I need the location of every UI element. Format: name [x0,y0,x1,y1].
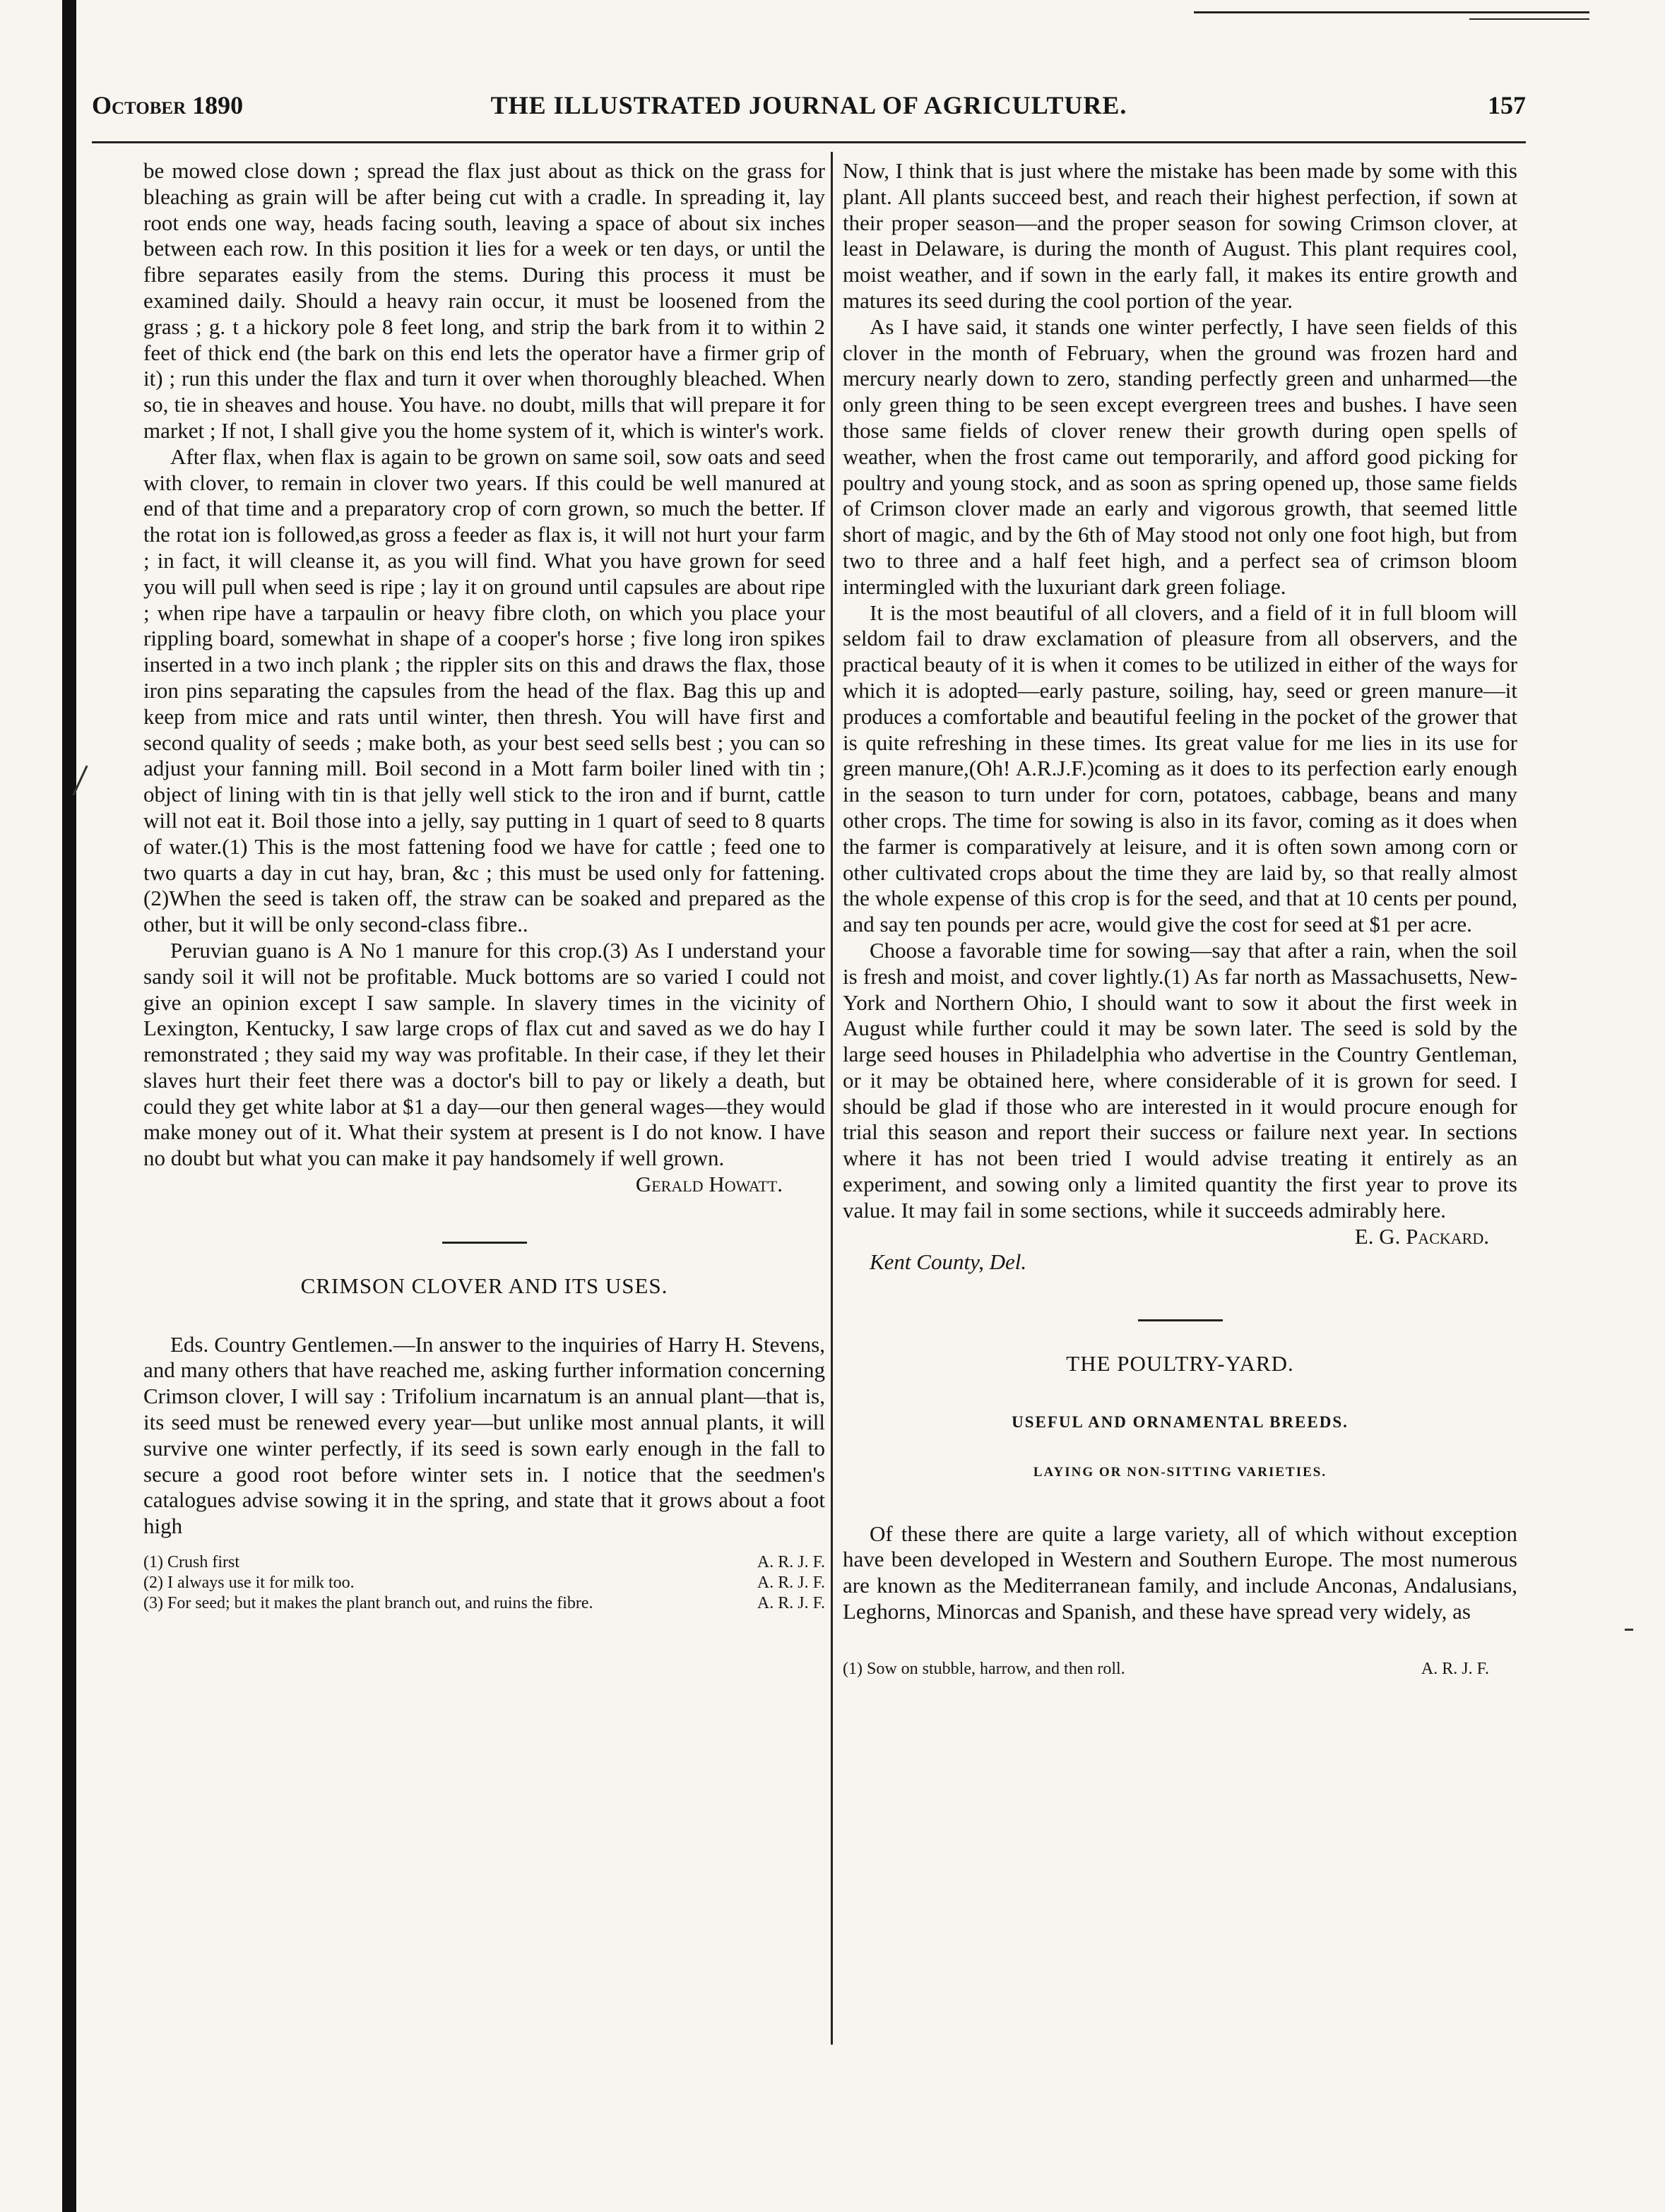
paragraph: Eds. Country Gentlemen.—In answer to the inquiries of Harry H. Stevens, and many others that have reached me, asking further information concerning Crimson clover, I will say : Trifolium incarnatum is an annual plant—that is, its seed must be renewed every year—but unlike most annual plants, it will survive one winter perfectly, if its seed is sown early enough in the fall to secure a good root before winter sets in. I notice that the seedmen's catalogues advise sowing it in the spring, and state that it grows about a foot high [143,1331,825,1539]
section-subtitle: USEFUL AND ORNAMENTAL BREEDS. [1012,1413,1349,1432]
paragraph: Choose a favorable time for sowing—say that after a rain, when the soil is fresh and moist, and cover lightly.(1) As far north as Massachusetts, New-York and Northern Ohio, I should want to sow it about the first week in August while further could it may be sown later. The seed is sold by the large seed houses in Philadelphia who advertise in the Country Gentleman, or it may be obtained here, where considerable of it is grown for seed. I should be glad if those who are interested in it would procure enough for trial this season and report their success or failure next year. In sections where it has not been tried I would advise treating it entirely as an experiment, and sowing only a limited quantity the first year to prove its value. It may fail in some sections, while it succeeds admirably here. [843,937,1517,1223]
right-column [843,158,1517,1682]
author-signature: E. G. Packard. [1354,1223,1489,1249]
page-number: 157 [1488,91,1526,119]
paragraph: Peruvian guano is A No 1 manure for this crop.(3) As I understand your sandy soil it will not be profitable. Muck bottoms are so varied I could not give an opinion except I saw sample. In slavery times in the vicinity of Lexington, Kentucky, I saw large crops of flax cut and saved as we do hay I remonstrated ; they said my way was profitable. In their case, if they let their slaves hurt their feet there was a doctor's bill to pay or likely a death, but could they get white labor at $1 a day—our then general wages—they would make money out of it. What their system at present is I do not know. I have no doubt but what you can make it pay handsomely if well grown. [143,937,825,1171]
footnote-text: (2) I always use it for milk too. [143,1574,355,1593]
paragraph: be mowed close down ; spread the flax just about as thick on the grass for bleaching as grain will be after being cut with a cradle. In spreading it, lay root ends one way, heads facing south, leaving a space of about six inches between each row. In this position it lies for a week or ten days, or until the fibre separates easily from the stems. During this process it must be examined daily. Should a heavy rain occur, it must be loosened from the grass ; g. t a hickory pole 8 feet long, and strip the bark from it to within 2 feet of thick end (the bark on this end lets the operator have a firmer grip of it) ; run this under the flax and turn it over when thoroughly bleached. When so, tie in sheaves and house. You have. no doubt, mills that will prepare it for market ; If not, I shall give you the home system of it, which is winter's work. [143,158,825,443]
section-rule [442,1242,527,1244]
footnote [143,1593,825,1614]
stray-mark [1625,1629,1633,1631]
left-column [143,158,825,1614]
footnote [143,1552,825,1573]
section-title: THE POULTRY-YARD. [1066,1351,1294,1376]
section-subsubtitle: LAYING OR NON-SITTING VARIETIES. [1033,1464,1327,1480]
footnote-text: (1) Sow on stubble, harrow, and then roll. [843,1659,1125,1678]
section-rule [1138,1319,1223,1321]
footnote-text: (1) Crush first [143,1553,239,1572]
footnote-initials: A. R. J. F. [757,1574,825,1593]
paragraph: It is the most beautiful of all clovers, and a field of it in full bloom will seldom fail to draw exclamation of pleasure from all observers, and the practical beauty of it is when it comes to be utilized in either of the ways for which it is adopted—early pasture, soiling, hay, seed or green manure—it produces a comfortable and beautiful feeling in the pocket of the grower that is quite refreshing in these times. Its great value for me lies in its use for green manure,(Oh! A.R.J.F.)coming as it does to its perfection early enough in the season to turn under for corn, potatoes, cabbage, beans and many other crops. The time for sowing is also in its favor, coming as it does when the farmer is comparatively at leisure, and it is often sown among corn or other cultivated crops about the time they are laid by, so that really almost the whole expense of this crop is for the seed, and that at 10 cents per pound, and say ten pounds per acre, would give the cost for seed at $1 per acre. [843,600,1517,937]
footnote [143,1573,825,1593]
dateline-place: Kent County, Del. [870,1249,1027,1275]
scan-binding-edge [62,0,76,2212]
top-rule-short [1469,18,1589,20]
paragraph: Now, I think that is just where the mistake has been made by some with this plant. All plants succeed best, and reach their highest perfection, if sown at their proper season—and the proper season for sowing Crimson clover, at least in Delaware, is during the month of August. This plant requires cool, moist weather, and if sown in the early fall, it makes its entire growth and matures its seed during the cool portion of the year. [843,158,1517,313]
footnote-initials: A. R. J. F. [1421,1659,1489,1678]
paragraph: As I have said, it stands one winter perfectly, I have seen fields of this clover in the month of February, when the ground was frozen hard and mercury nearly down to zero, standing perfectly green and unharmed—the only green thing to be seen except evergreen trees and bushes. I have seen those same fields of clover renew their growth during open spells of weather, when the frost came out temporarily, and afford good picking for poultry and young stock, and as soon as spring opened up, those same fields of Crimson clover made an early and vigorous growth, that seemed little short of magic, and by the 6th of May stood not only one foot high, but from two to three and a half feet high, and a perfect sea of crimson bloom intermingled with the luxuriant dark green foliage. [843,314,1517,599]
footnote-initials: A. R. J. F. [757,1553,825,1572]
footnote-text: (3) For seed; but it makes the plant branch out, and ruins the fibre. [143,1594,593,1613]
section-title: CRIMSON CLOVER AND ITS USES. [300,1273,668,1298]
issue-date: October 1890 [92,91,244,119]
page-header [92,90,1526,133]
footnotes [143,1552,825,1614]
journal-title: THE ILLUSTRATED JOURNAL OF AGRICULTURE. [490,91,1127,119]
paragraph: After flax, when flax is again to be grown on same soil, sow oats and seed with clover, to remain in clover two years. If this could be well manured at end of that time and a preparatory crop of corn grown, so much the better. If the rotat ion is followed,as gross a feeder as flax is, it will not hurt your farm ; in fact, it will cleanse it, as you will find. What you have grown for seed you will pull when seed is ripe ; lay it on ground until capsules are about ripe ; when ripe have a tarpaulin or heavy fibre cloth, on which you place your rippling board, somewhat in shape of a cooper's horse ; five long iron spikes inserted in a two inch plank ; the rippler sits on this and draws the flax, those iron pins separating the capsules from the head of the flax. Bag this up and keep from mice and rats until winter, then thresh. You will have first and second quality of seeds ; make both, as your best seed sells best ; you can so adjust your fanning mill. Boil second in a Mott farm boiler lined with tin ; object of lining with tin is that jelly well stick to the iron and if burnt, cattle will not eat it. Boil those into a jelly, say putting in 1 quart of seed to 8 quarts of water.(1) This is the most fattening food we have for cattle ; feed one to two quarts a day in cut hay, bran, &c ; this must be used only for fattening.(2)When the seed is taken off, the straw can be soaked and prepared as the other, but it will be only second-class fibre.. [143,444,825,937]
paragraph: Of these there are quite a large variety, all of which without exception have been developed in Western and Southern Europe. The most numerous are known as the Mediterranean family, and include Anconas, Andalusians, Leghorns, Minorcas and Spanish, and these have spread very widely, as [843,1521,1517,1624]
header-rule [92,141,1526,143]
footnote-initials: A. R. J. F. [757,1594,825,1613]
footnote [843,1656,1517,1682]
column-divider [831,152,833,2045]
top-rule [1194,11,1589,13]
author-signature: Gerald Howatt. [635,1172,783,1197]
